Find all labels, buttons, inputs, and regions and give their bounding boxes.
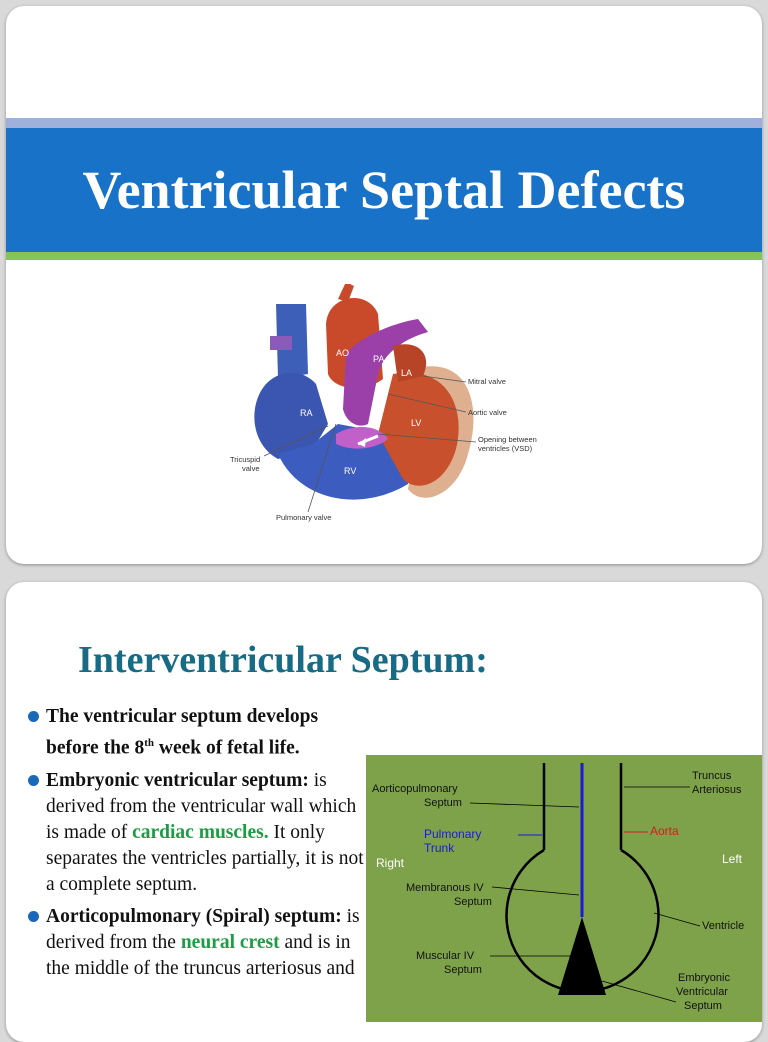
slide-title: Ventricular Septal Defects <box>6 128 762 252</box>
bullet-dot-icon <box>28 911 39 922</box>
label-pulmonary-line1: Pulmonary <box>424 827 482 841</box>
label-tricuspid-line2: valve <box>242 464 260 473</box>
bullet3-text-part1: is derived from the <box>46 905 360 953</box>
banner-top-stripe <box>6 118 762 128</box>
label-truncus-line1: Truncus <box>692 770 732 782</box>
label-aorta: Aorta <box>650 824 679 838</box>
bullet2-term: Embryonic ventricular septum <box>46 769 303 791</box>
bullet1-text-part1: The ventricular septum develops before the 8 <box>46 706 319 759</box>
bullet2-colon: : <box>302 769 309 791</box>
bullet1-text-part2: week of fetal life. <box>153 737 300 759</box>
label-truncus-line2: Arteriosus <box>692 784 742 796</box>
label-ra: RA <box>300 408 313 418</box>
banner-bottom-stripe <box>6 252 762 260</box>
content-slide <box>6 582 762 1042</box>
bullet3-text-part2: and is in the middle of the truncus arteriosus and <box>46 931 355 979</box>
bullet2-text-part1: is derived from the ventricular wall which is made of <box>46 769 357 843</box>
heart-vsd-illustration <box>218 284 540 524</box>
label-muscular-line2: Septum <box>444 964 482 976</box>
label-pa: PA <box>373 354 385 364</box>
bullet3-highlight: neural crest <box>180 931 280 953</box>
septum-diagram <box>366 755 762 1022</box>
bullet2-text-part2: It only separates the ventricles partially, it is not a complete septum. <box>46 821 364 895</box>
label-tricuspid-line1: Tricuspid <box>230 455 261 464</box>
label-aorticopulmonary-line1: Aorticopulmonary <box>372 783 458 795</box>
label-membranous-line1: Membranous IV <box>406 882 484 894</box>
label-membranous-line2: Septum <box>454 896 492 908</box>
bullet2-highlight: cardiac muscles. <box>132 821 269 843</box>
label-pulmonary-valve: Pulmonary valve <box>276 513 332 522</box>
label-embryonic-line3: Septum <box>684 1000 722 1012</box>
label-ventricle: Ventricle <box>702 920 745 932</box>
label-pulmonary-line2: Trunk <box>424 841 455 855</box>
bullet-item-development <box>26 704 366 762</box>
label-embryonic-line1: Embryonic <box>678 972 730 984</box>
bullet3-term: Aorticopulmonary (Spiral) septum <box>46 905 336 927</box>
bullet3-colon: : <box>335 905 342 927</box>
bullet-dot-icon <box>28 775 39 786</box>
label-ao: AO <box>336 348 350 358</box>
label-opening-line1: Opening between <box>478 435 537 444</box>
label-la: LA <box>401 368 413 378</box>
label-mitral-valve: Mitral valve <box>468 377 506 386</box>
bullet-item-spiral-septum <box>26 904 366 982</box>
section-heading: Interventricular Septum: <box>78 639 488 681</box>
label-aorticopulmonary-line2: Septum <box>424 797 462 809</box>
bullet-list <box>26 704 366 988</box>
label-embryonic-line2: Ventricular <box>676 986 728 998</box>
label-rv: RV <box>344 466 357 476</box>
title-slide <box>6 6 762 564</box>
bullet1-superscript: th <box>144 737 154 749</box>
label-aortic-valve: Aortic valve <box>468 408 507 417</box>
label-right: Right <box>376 856 405 870</box>
label-left: Left <box>722 852 743 866</box>
bullet-dot-icon <box>28 711 39 722</box>
bullet-item-embryonic-septum <box>26 768 366 898</box>
label-muscular-line1: Muscular IV <box>416 950 475 962</box>
vein-branch-left <box>270 336 292 350</box>
label-opening-line2: ventricles (VSD) <box>478 444 533 453</box>
label-lv: LV <box>411 418 422 428</box>
